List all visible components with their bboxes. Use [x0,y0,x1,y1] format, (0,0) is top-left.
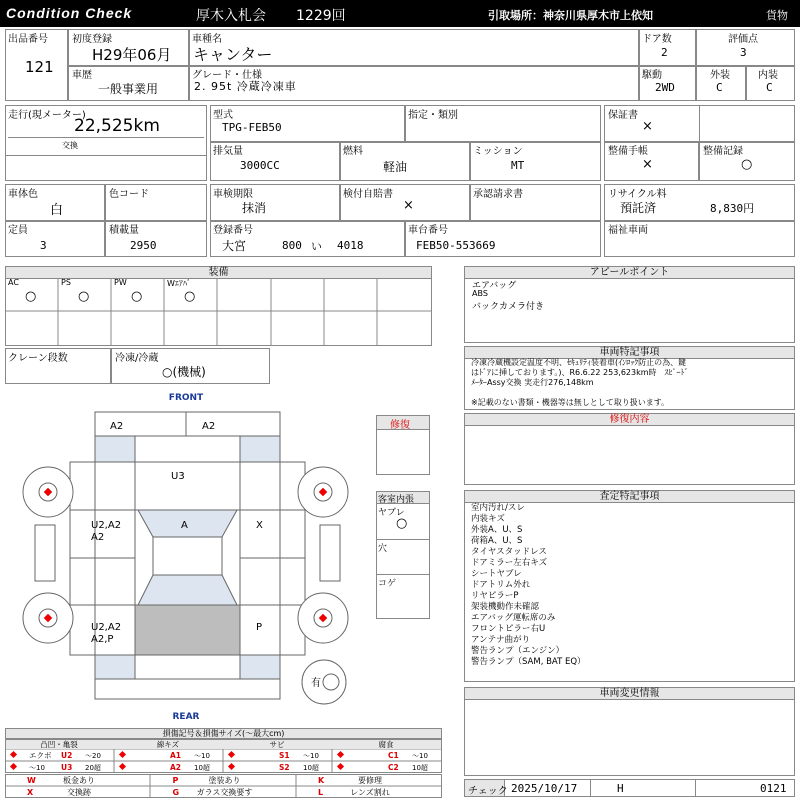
reg-num: 4018 [337,239,364,252]
warranty-divider [699,105,700,142]
mark-left2-l2: A2,P [91,634,114,645]
legend-group-f: 20超 [85,764,101,772]
wheel-front-right [298,467,348,517]
sale-number: 1229回 [296,8,346,24]
manual-label: 整備手帳 [608,146,648,157]
inspection-label: 車検期限 [213,189,253,200]
legend-diamond [119,763,126,770]
grade: 2. 95t 冷蔵冷凍車 [194,80,297,93]
fuel-label: 燃料 [343,146,363,157]
notes-line-5: ※記載のない書類・機器等は無しとして取り扱います。 [471,398,670,407]
legend-diamond [10,751,17,758]
mileage-underline [8,137,204,138]
mark-roof: U3 [171,471,185,482]
auction-name: 厚木入札会 [196,8,266,24]
repair-header: 修復内容 [464,413,795,426]
legend-code-value: 要修理 [358,776,382,785]
legend-code-key: L [318,788,324,797]
score: 3 [740,46,747,59]
equip-label-pw: PW [114,278,127,287]
roof [153,537,222,575]
doors: 2 [661,46,668,59]
change-info-body [464,699,795,776]
notes-line-3: ﾒｰﾀｰAssy交換 実走行276,148km [471,378,594,387]
repair-side-label: 修復 [390,420,410,431]
repair-body [464,425,795,485]
interior-divider-1 [377,539,429,540]
equip-label-wair: Wｴｱﾊﾞ [167,279,191,288]
vehicle-diagram [0,385,372,725]
int-label: 内装 [758,70,778,81]
legend-diamond [337,763,344,770]
mark-top-right: A2 [202,421,216,432]
fender-front-left [95,436,135,462]
category: 貨物 [766,9,788,22]
assessment-line: アンテナ曲がり [471,635,531,645]
chassis-label: 車台番号 [408,225,448,236]
legend-group-c: 〜10 [194,752,210,760]
interior-title: 客室内張 [378,495,415,505]
reg-kana: い [311,240,322,253]
wheel-rear-right [298,593,348,643]
assessment-line: フロントピラー右U [471,624,546,634]
legend-group-f: 10超 [303,764,319,772]
cabin-left [70,558,135,605]
manual: × [642,157,653,172]
fender-front-right [240,436,280,462]
assessment-line: シートヤブレ [471,569,522,579]
fuel: 軽油 [383,160,408,174]
legend-group-f: 10超 [412,764,428,772]
legend-diamond [119,751,126,758]
legend-code-key: P [172,776,179,785]
front-right-panel [240,462,305,510]
assessment-line: 警告ランプ（SAM, BAT EQ） [471,657,586,667]
legend-group-e: U3 [61,763,73,772]
right-mirror [320,525,340,581]
legend-group-name: 腐食 [378,740,394,749]
mission-label: ミッション [473,146,523,157]
legend-group-a: エクボ [29,751,52,760]
legend-group-e: A2 [170,763,182,772]
equipment-header: 装備 [5,266,432,279]
mileage-label: 走行(現メーター) [8,110,86,121]
legend-code-value: ガラス交換要す [196,788,253,797]
legend-group-e: C2 [388,763,399,772]
rear-bumper [95,679,280,699]
fender-rear-right [240,655,280,679]
check-initial: H [617,782,624,795]
equipment-grid-lines [5,278,432,346]
legend-header: 損傷記号＆損傷サイズ(〜最大cm) [5,728,442,739]
appeal-line-2: ABS [472,289,488,298]
displacement: 3000CC [240,159,280,172]
legend-code-key: W [27,776,36,785]
lot-number: 121 [25,58,54,76]
equip-mark-ps: ○ [78,289,90,304]
rear-label: REAR [172,712,200,722]
mark-left1-l1: U2,A2 [91,520,122,531]
legend-diamond [228,751,235,758]
recycle-fee: 8,830円 [710,202,755,215]
reg-area: 大宮 [222,239,247,253]
history: 一般事業用 [98,82,159,96]
approval-label: 承認請求書 [473,189,523,200]
appeal-line-3: バックカメラ付き [472,302,545,312]
freezer-label: 冷凍/冷蔵 [115,353,159,364]
assessment-line: 架装機動作未確認 [471,602,540,612]
model: TPG-FEB50 [222,121,282,134]
interior-divider-2 [377,574,429,575]
equip-mark-wair: ○ [184,289,196,304]
warranty: × [642,119,653,134]
assessment-line: 外装A、U、S [471,525,523,535]
legend-code-key: G [172,788,180,797]
interior-tear-mark: ○ [396,516,408,531]
capacity: 3 [40,239,47,252]
color-label: 車体色 [8,189,38,200]
legend-table [5,739,442,773]
legend-group-e: S2 [279,763,290,772]
front-label: FRONT [168,393,204,403]
mileage-divider [5,155,207,156]
int: C [766,81,773,94]
assessment-line: 荷箱A、U、S [471,536,523,546]
mark-mid1: A [181,520,188,531]
check-label: チェック [468,786,508,797]
assessment-line: リヤピラーP [471,591,519,601]
drive: 2WD [655,81,675,94]
legend-group-d: 〜10 [29,764,45,772]
header-title: Condition Check [6,5,133,21]
wheel-rear-left [23,593,73,643]
first-reg: H29年06月 [92,46,172,64]
assessment-line: ドアミラー左右キズ [471,558,548,568]
legend-group-name: 線キズ [156,740,180,749]
reg-label: 登録番号 [213,225,253,236]
interior-tear-label: ヤブレ [378,508,405,518]
notes-line-2: はﾄﾞｱに挿しております。)、R6.6.22 253,623km時 ｽﾋﾟｰﾄﾞ [471,368,689,377]
legend-code-value: 板金あり [63,776,95,785]
self-check: × [403,198,414,213]
mark-top-left: A2 [110,421,124,432]
history-label: 車歴 [72,70,92,81]
car-name-label: 車種名 [192,34,222,45]
notes-line-1: 冷凍冷蔵機設定温度不明、ｾｷｭﾘﾃｨ装着車(ｲﾝﾛｯｸ防止の為、鍵 [471,358,687,367]
score-label: 評価点 [728,34,758,45]
record-label: 整備記録 [703,146,743,157]
car-name: キャンター [193,45,273,64]
interior-hole-label: 穴 [378,544,388,554]
record: ○ [741,157,753,172]
wheel-front-left [23,467,73,517]
legend-group-b: A1 [170,751,182,760]
doors-label: ドア数 [642,34,672,45]
legend-group-b: C1 [388,751,399,760]
crane-label: クレーン段数 [8,353,68,364]
appeal-header: アピールポイント [464,266,795,279]
legend-group-c: 〜10 [303,752,319,760]
model-label: 型式 [213,110,233,121]
capacity-label: 定員 [8,225,28,236]
freezer: ○(機械) [162,365,206,379]
color: 白 [50,203,64,218]
legend-group-b: U2 [61,751,73,760]
check-divider-1 [590,779,591,797]
legend-group-c: 〜10 [412,752,428,760]
color-code-label: 色コード [109,189,149,200]
legend-group-c: 〜20 [85,752,101,760]
fender-rear-left [95,655,135,679]
equip-label-ac: AC [8,278,19,287]
legend-diamond [337,751,344,758]
front-bumper-left [95,412,186,436]
assessment-line: 室内汚れ/スレ [471,503,525,513]
mission: MT [511,159,525,172]
ext: C [716,81,723,94]
chassis: FEB50-553669 [416,239,496,252]
legend-group-b: S1 [279,751,290,760]
front-left-panel [70,462,135,510]
assessment-line: ドアトリム外れ [471,580,531,590]
legend-code-value: レンズ割れ [350,788,390,797]
assessment-line: タイヤスタッドレス [471,547,547,557]
left-mirror [35,525,55,581]
right-door [240,510,305,558]
spare-label: 有 [311,678,321,689]
legend-group-f: 10超 [194,764,210,772]
check-code: 0121 [760,782,787,795]
rear-window [138,575,237,605]
inspection: 抹消 [242,201,267,215]
load-label: 積載量 [109,225,139,236]
hood [135,462,240,510]
welfare-label: 福祉車両 [608,225,648,236]
assessment-line: 内装キズ [471,514,505,524]
appeal-line-1: エアバッグ [472,281,517,291]
legend-diamond [228,763,235,770]
check-divider-2 [695,779,696,797]
recycle-label: リサイクル料 [608,189,667,200]
equip-label-ps: PS [61,278,71,287]
legend-codes [5,774,442,798]
assessment-line: エアバッグ運転席のみ [471,613,556,623]
rear-right-panel [240,605,305,655]
assessment-list [471,503,586,668]
legend-diamond [10,763,17,770]
designation-label: 指定・類別 [408,110,458,121]
change-info-header: 車両変更情報 [464,687,795,700]
warranty-label: 保証書 [608,110,638,121]
equip-mark-pw: ○ [131,289,143,304]
notes-header: 車両特記事項 [464,346,795,359]
lot-number-label: 出品番号 [8,34,48,45]
rear-deck [135,605,240,655]
interior-burn-label: コゲ [378,579,397,589]
legend-group-name: 凸凹・亀裂 [40,740,78,749]
legend-code-key: X [27,788,34,797]
check-date: 2025/10/17 [511,782,578,795]
first-reg-label: 初度登録 [72,34,112,45]
grade-label: グレード・仕様 [192,70,262,81]
mark-right2: P [256,622,263,633]
legend-code-key: K [318,776,325,785]
legend-group-name: サビ [269,740,285,749]
legend-code-value: 交換跡 [67,788,91,797]
mark-left2-l1: U2,A2 [91,622,122,633]
equip-mark-ac: ○ [25,289,37,304]
mileage-note: 交換 [62,141,78,150]
assessment-line: 警告ランプ（エンジン） [471,646,565,656]
recycle-status: 預託済 [620,201,657,215]
pickup-location: 引取場所：神奈川県厚木市上依知 [488,9,653,22]
front-bumper-right [186,412,280,436]
displacement-label: 排気量 [213,146,243,157]
legend-code-value: 塗装あり [208,776,241,785]
cabin-right [240,558,305,605]
mark-right1: X [256,520,263,531]
ext-label: 外装 [710,70,730,81]
assessment-header: 査定特記事項 [464,490,795,503]
load: 2950 [130,239,157,252]
reg-class: 800 [282,239,302,252]
drive-label: 駆動 [642,70,662,81]
self-check-label: 検付自賠書 [343,189,393,200]
mark-left1-l2: A2 [91,532,105,543]
spare-tire [302,660,346,704]
mileage: 22,525km [74,116,160,136]
